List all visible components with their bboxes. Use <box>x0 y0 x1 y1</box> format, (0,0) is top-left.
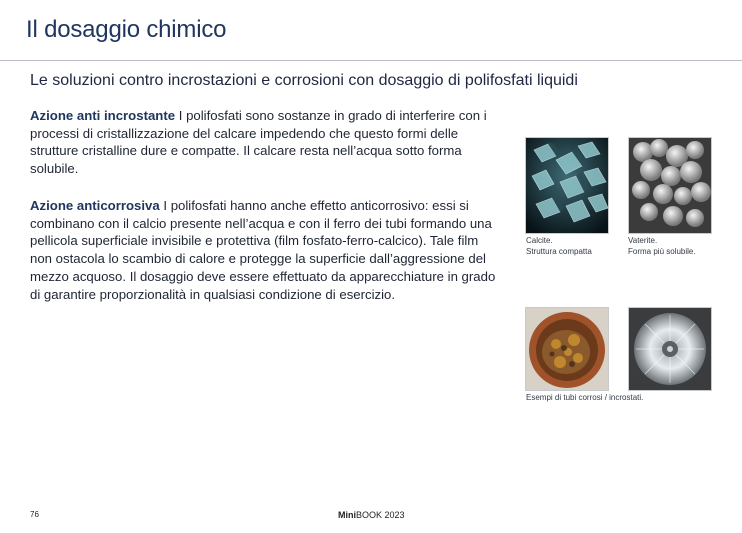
corroded-pipe-photo <box>525 307 609 391</box>
paragraph-anticorrosiva <box>30 197 500 303</box>
page-number: 76 <box>30 510 39 519</box>
calcite-caption: Calcite. Struttura compatta <box>526 236 592 256</box>
paragraph-heading: Azione anticorrosiva <box>30 198 160 213</box>
vaterite-caption: Vaterite. Forma più solubile. <box>628 236 696 256</box>
page-title: Il dosaggio chimico <box>26 16 227 43</box>
vaterite-photo <box>628 137 712 234</box>
paragraph-text: I polifosfati sono sostanze in grado di interferire con i processi di cristallizzazione del calcare impedendo che questo formi delle strutture cristalline dure e compatte. Il calcare resta nell’acqua sotto forma solubile. <box>30 108 487 177</box>
encrusted-pipe-photo <box>628 307 712 391</box>
calcite-photo <box>525 137 609 234</box>
title-divider <box>0 60 742 61</box>
footer-brand: MiniBOOK 2023 <box>338 510 405 520</box>
paragraph-text: I polifosfati hanno anche effetto anticorrosivo: essi si combinano con il calcio presente nell’acqua e con il ferro dei tubi formando una pellicola superficiale invisibile e protettiva (film fosfato-ferro-calcico). Tale film non ostacola lo scambio di calore e protegge la superficie dall’aggressione del mezzo acquoso. Il dosaggio deve essere effettuato da apparecchiature in grado di garantire proporzionalità in qualsiasi condizione di esercizio. <box>30 198 496 302</box>
paragraph-anti-incrostante <box>30 107 500 178</box>
paragraph-heading: Azione anti incrostante <box>30 108 176 123</box>
section-subtitle: Le soluzioni contro incrostazioni e corrosioni con dosaggio di polifosfati liquidi <box>30 72 578 89</box>
pipes-caption: Esempi di tubi corrosi / incrostati. <box>526 393 644 402</box>
